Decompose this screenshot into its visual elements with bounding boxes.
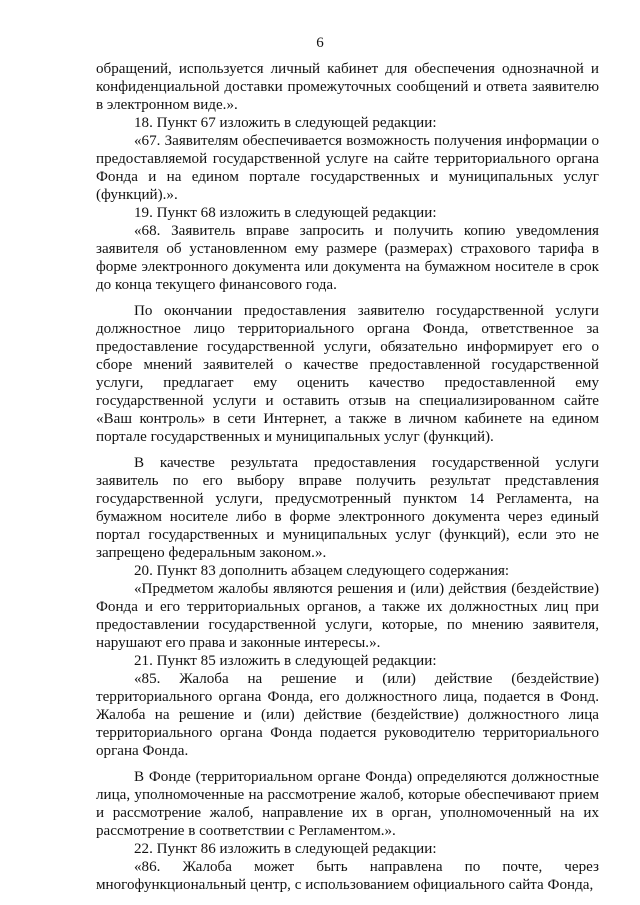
page-number: 6 <box>316 35 324 51</box>
paragraph-clause-85-officials: В Фонде (территориальном органе Фонда) определяются должностные лица, уполномоченные на рассмотрение жалоб, которые обеспечивают прием и рассмотрение жалоб, направление их в орган, уполномоченный на их рассмотрение в соответствии с Регламентом.». <box>96 769 599 839</box>
paragraph-clause-85: «85. Жалоба на решение и (или) действие (бездействие) территориального органа Фонда, его должностного лица, подается в Фонд. Жалоба на решение и (или) действие (бездействие) должностного лица территориального органа Фонда подается руководителю территориального органа Фонда. <box>96 671 599 759</box>
paragraph-clause-68-result: В качестве результата предоставления государственной услуги заявитель по его выбору вправе получить результат представления государственной услуги, предусмотренный пунктом 14 Регламента, на бумажном носителе либо в форме электронного документа через единый портал государственных и муниципальных услуг (функций), если это не запрещено федеральным законом.». <box>96 455 599 561</box>
paragraph-clause-86: «86. Жалоба может быть направлена по почте, через многофункциональный центр, с использованием официального сайта Фонда, <box>96 859 599 893</box>
paragraph-clause-68-feedback: По окончании предоставления заявителю государственной услуги должностное лицо территориального органа Фонда, ответственное за предоставление государственной услуги, обязательно информирует его о сборе мнений заявителей о качестве предоставленной государственной услуги, предлагает ему оценить качество предоставленной ему государственной услуги и оставить отзыв на специализированном сайте «Ваш контроль» в сети Интернет, а также в личном кабинете на едином портале государственных и муниципальных услуг (функций). <box>96 303 599 445</box>
paragraph-item-22: 22. Пункт 86 изложить в следующей редакции: <box>134 841 437 857</box>
document-body <box>96 60 599 894</box>
paragraph-item-19: 19. Пункт 68 изложить в следующей редакции: <box>134 205 437 221</box>
paragraph-clause-83-addition: «Предметом жалобы являются решения и (или) действия (бездействие) Фонда и его территориальных органов, а также их должностных лиц при предоставлении государственной услуги, которые, по мнению заявителя, нарушают его права и законные интересы.». <box>96 581 599 651</box>
paragraph-clause-67: «67. Заявителям обеспечивается возможность получения информации о предоставляемой государственной услуге на сайте территориального органа Фонда и на едином портале государственных и муниципальных услуг (функций).». <box>96 133 599 203</box>
paragraph-clause-68: «68. Заявитель вправе запросить и получить копию уведомления заявителя об установленном ему размере (размерах) страхового тарифа в форме электронного документа или документа на бумажном носителе в срок до конца текущего финансового года. <box>96 223 599 293</box>
paragraph-item-21: 21. Пункт 85 изложить в следующей редакции: <box>134 653 437 669</box>
paragraph-item-18: 18. Пункт 67 изложить в следующей редакции: <box>134 115 437 131</box>
paragraph-item-20: 20. Пункт 83 дополнить абзацем следующего содержания: <box>134 563 510 579</box>
paragraph-continuation: обращений, используется личный кабинет для обеспечения однозначной и конфиденциальной доставки промежуточных сообщений и ответа заявителю в электронном виде.». <box>96 61 599 113</box>
